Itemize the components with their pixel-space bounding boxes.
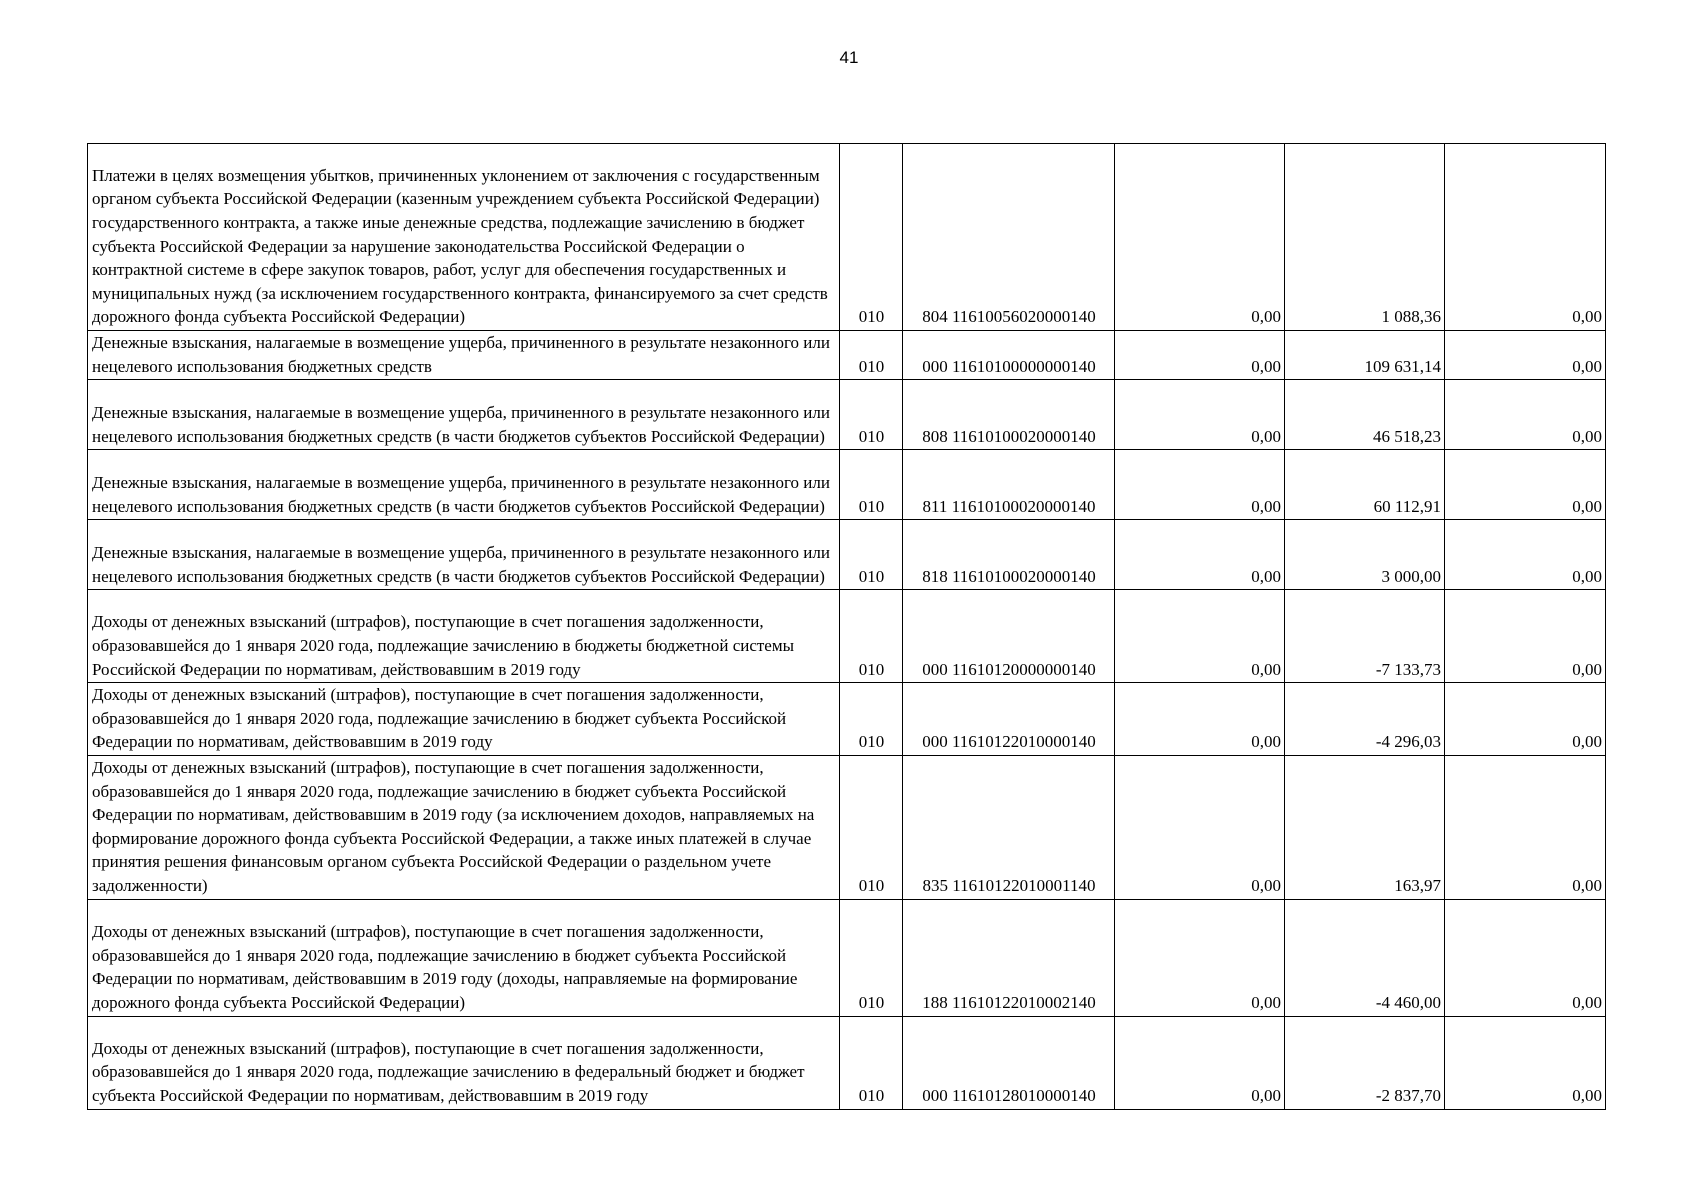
table-row: [88, 520, 1606, 590]
row-name: Доходы от денежных взысканий (штрафов), поступающие в счет погашения задолженности, образовавшейся до 1 января 2020 года, подлежащие зачислению в бюджеты бюджетной системы Российской Федерации по нормативам, действовавшим в 2019 году: [88, 590, 840, 683]
row-line-code: 010: [840, 590, 903, 683]
row-name: Денежные взыскания, налагаемые в возмещение ущерба, причиненного в результате незаконного или нецелевого использования бюджетных средств (в части бюджетов субъектов Российской Федерации): [88, 450, 840, 520]
row-value-3: 0,00: [1445, 450, 1606, 520]
row-value-2: 1 088,36: [1285, 144, 1445, 331]
row-budget-code: 811 11610100020000140: [903, 450, 1115, 520]
row-value-2: 46 518,23: [1285, 380, 1445, 450]
row-value-2: 163,97: [1285, 755, 1445, 899]
row-name: Доходы от денежных взысканий (штрафов), поступающие в счет погашения задолженности, образовавшейся до 1 января 2020 года, подлежащие зачислению в бюджет субъекта Российской Федерации по нормативам, действовавшим в 2019 году (доходы, направляемые на формирование дорожного фонда субъекта Российской Федерации): [88, 899, 840, 1016]
row-line-code: 010: [840, 683, 903, 756]
row-line-code: 010: [840, 755, 903, 899]
row-value-3: 0,00: [1445, 520, 1606, 590]
row-value-1: 0,00: [1115, 380, 1285, 450]
row-value-2: -4 296,03: [1285, 683, 1445, 756]
row-value-1: 0,00: [1115, 683, 1285, 756]
table-row: [88, 450, 1606, 520]
row-line-code: 010: [840, 144, 903, 331]
row-line-code: 010: [840, 331, 903, 380]
row-value-1: 0,00: [1115, 755, 1285, 899]
row-value-1: 0,00: [1115, 590, 1285, 683]
row-budget-code: 000 11610100000000140: [903, 331, 1115, 380]
row-line-code: 010: [840, 520, 903, 590]
row-name: Платежи в целях возмещения убытков, причиненных уклонением от заключения с государственным органом субъекта Российской Федерации (казенным учреждением субъекта Российской Федерации) государственного контракта, а также иные денежные средства, подлежащие зачислению в бюджет субъекта Российской Федерации за нарушение законодательства Российской Федерации о контрактной системе в сфере закупок товаров, работ, услуг для обеспечения государственных и муниципальных нужд (за исключением государственного контракта, финансируемого за счет средств дорожного фонда субъекта Российской Федерации): [88, 144, 840, 331]
row-value-3: 0,00: [1445, 331, 1606, 380]
table-row: [88, 380, 1606, 450]
table-row: [88, 144, 1606, 331]
row-value-1: 0,00: [1115, 899, 1285, 1016]
row-value-3: 0,00: [1445, 683, 1606, 756]
table-row: [88, 331, 1606, 380]
row-name: Денежные взыскания, налагаемые в возмещение ущерба, причиненного в результате незаконного или нецелевого использования бюджетных средств (в части бюджетов субъектов Российской Федерации): [88, 520, 840, 590]
row-budget-code: 835 11610122010001140: [903, 755, 1115, 899]
row-value-3: 0,00: [1445, 899, 1606, 1016]
row-line-code: 010: [840, 380, 903, 450]
row-value-3: 0,00: [1445, 755, 1606, 899]
row-value-1: 0,00: [1115, 520, 1285, 590]
row-budget-code: 000 11610128010000140: [903, 1016, 1115, 1109]
page-number: 41: [839, 48, 859, 67]
row-value-3: 0,00: [1445, 590, 1606, 683]
row-budget-code: 000 11610120000000140: [903, 590, 1115, 683]
row-budget-code: 808 11610100020000140: [903, 380, 1115, 450]
row-value-1: 0,00: [1115, 331, 1285, 380]
row-name: Доходы от денежных взысканий (штрафов), поступающие в счет погашения задолженности, образовавшейся до 1 января 2020 года, подлежащие зачислению в федеральный бюджет и бюджет субъекта Российской Федерации по нормативам, действовавшим в 2019 году: [88, 1016, 840, 1109]
row-budget-code: 188 11610122010002140: [903, 899, 1115, 1016]
row-budget-code: 818 11610100020000140: [903, 520, 1115, 590]
row-value-2: 60 112,91: [1285, 450, 1445, 520]
row-value-1: 0,00: [1115, 1016, 1285, 1109]
row-value-3: 0,00: [1445, 1016, 1606, 1109]
row-name: Доходы от денежных взысканий (штрафов), поступающие в счет погашения задолженности, образовавшейся до 1 января 2020 года, подлежащие зачислению в бюджет субъекта Российской Федерации по нормативам, действовавшим в 2019 году: [88, 683, 840, 756]
row-budget-code: 804 11610056020000140: [903, 144, 1115, 331]
table-row: [88, 683, 1606, 756]
row-line-code: 010: [840, 450, 903, 520]
table-row: [88, 899, 1606, 1016]
row-value-2: 109 631,14: [1285, 331, 1445, 380]
row-value-2: -2 837,70: [1285, 1016, 1445, 1109]
row-name: Денежные взыскания, налагаемые в возмещение ущерба, причиненного в результате незаконного или нецелевого использования бюджетных средств: [88, 331, 840, 380]
table-row: [88, 1016, 1606, 1109]
table-row: [88, 755, 1606, 899]
row-value-1: 0,00: [1115, 144, 1285, 331]
row-line-code: 010: [840, 1016, 903, 1109]
revenue-table: [87, 143, 1606, 1110]
row-value-2: 3 000,00: [1285, 520, 1445, 590]
row-budget-code: 000 11610122010000140: [903, 683, 1115, 756]
row-name: Доходы от денежных взысканий (штрафов), поступающие в счет погашения задолженности, образовавшейся до 1 января 2020 года, подлежащие зачислению в бюджет субъекта Российской Федерации по нормативам, действовавшим в 2019 году (за исключением доходов, направляемых на формирование дорожного фонда субъекта Российской Федерации, а также иных платежей в случае принятия решения финансовым органом субъекта Российской Федерации о раздельном учете задолженности): [88, 755, 840, 899]
row-value-2: -7 133,73: [1285, 590, 1445, 683]
row-value-3: 0,00: [1445, 380, 1606, 450]
row-value-3: 0,00: [1445, 144, 1606, 331]
row-value-1: 0,00: [1115, 450, 1285, 520]
table-row: [88, 590, 1606, 683]
row-value-2: -4 460,00: [1285, 899, 1445, 1016]
row-line-code: 010: [840, 899, 903, 1016]
row-name: Денежные взыскания, налагаемые в возмещение ущерба, причиненного в результате незаконного или нецелевого использования бюджетных средств (в части бюджетов субъектов Российской Федерации): [88, 380, 840, 450]
